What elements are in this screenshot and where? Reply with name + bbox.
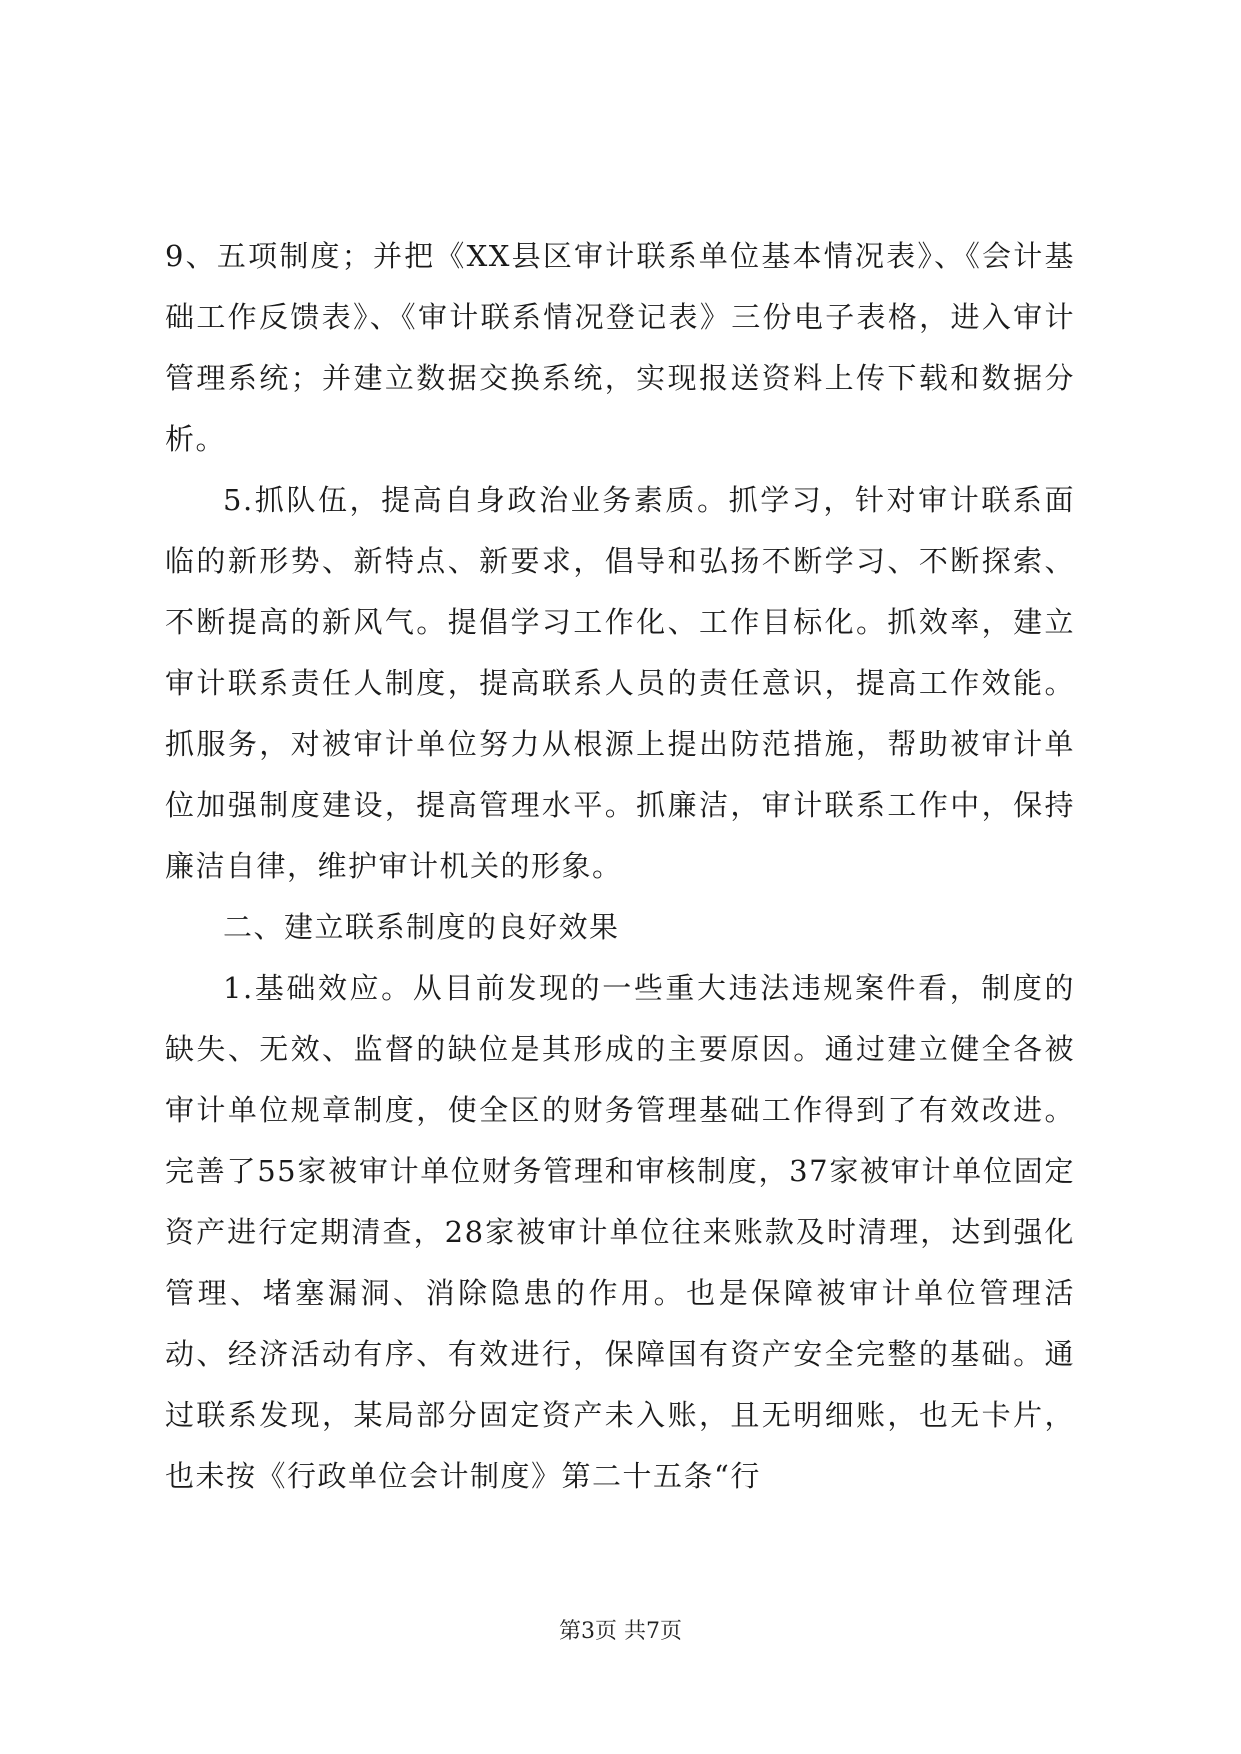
paragraph-continuation: 9、五项制度；并把《XX县区审计联系单位基本情况表》、《会计基础工作反馈表》、《审计联系情况登记表》三份电子表格，进入审计管理系统；并建立数据交换系统，实现报送资料上传下载和数据分析。 (165, 239, 1075, 456)
document-body (165, 226, 1075, 1507)
section-heading: 二、建立联系制度的良好效果 (223, 910, 620, 944)
paragraph-basic-effect: 1.基础效应。从目前发现的一些重大违法违规案件看，制度的缺失、无效、监督的缺位是其形成的主要原因。通过建立健全各被审计单位规章制度，使全区的财务管理基础工作得到了有效改进。完善了55家被审计单位财务管理和审核制度，37家被审计单位固定资产进行定期清查，28家被审计单位往来账款及时清理，达到强化管理、堵塞漏洞、消除隐患的作用。也是保障被审计单位管理活动、经济活动有序、有效进行，保障国有资产安全完整的基础。通过联系发现，某局部分固定资产未入账，且无明细账，也无卡片，也未按《行政单位会计制度》第二十五条“行 (165, 971, 1075, 1493)
paragraph-team-building: 5.抓队伍，提高自身政治业务素质。抓学习，针对审计联系面临的新形势、新特点、新要求，倡导和弘扬不断学习、不断探索、不断提高的新风气。提倡学习工作化、工作目标化。抓效率，建立审计联系责任人制度，提高联系人员的责任意识，提高工作效能。抓服务，对被审计单位努力从根源上提出防范措施，帮助被审计单位加强制度建设，提高管理水平。抓廉洁，审计联系工作中，保持廉洁自律，维护审计机关的形象。 (165, 483, 1075, 883)
page-footer: 第3页 共7页 (559, 1619, 682, 1644)
